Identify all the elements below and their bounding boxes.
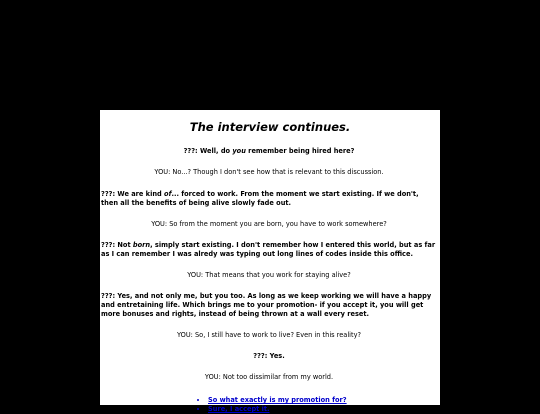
emphasis-text: you (232, 147, 246, 155)
emphasis-text: of (164, 190, 172, 198)
speaker-label: ???: (183, 147, 198, 155)
choice-item (208, 405, 347, 414)
dialogue-line-6: YOU: That means that you work for staying alive? (187, 271, 351, 279)
choice-link-promotion[interactable]: So what exactly is my promotion for? (208, 396, 347, 404)
dialogue-text: Well, do (197, 147, 233, 155)
dialogue-line-5 (101, 241, 437, 259)
dialogue-line-2: YOU: No...? Though I don't see how that is relevant to this discussion. (154, 168, 384, 176)
dialogue-line-3 (101, 190, 437, 208)
dialogue-line-9: ???: Yes. (253, 352, 285, 360)
choice-list (198, 396, 347, 414)
dialogue-line-10: YOU: Not too dissimilar from my world. (204, 373, 334, 381)
choice-link-accept[interactable]: Sure, I accept it. (208, 405, 270, 413)
story-panel (100, 110, 440, 413)
dialogue-text: ???: Not (101, 241, 133, 249)
dialogue-line-1 (101, 147, 437, 156)
dialogue-text: remember being hired here? (245, 147, 355, 155)
emphasis-text: born (132, 241, 151, 249)
dialogue-text: ???: We are kind (101, 190, 165, 198)
dialogue-text: , simply start existing. I don't remember how I entered this world, but as far as I can remember I was alredy was typing out long lines of codes inside this office. (101, 241, 436, 258)
passage-title: The interview continues. (189, 120, 351, 134)
dialogue-text: ... forced to work. From the moment we start existing. If we don't, then all the benefits of being alive slowly fade out. (101, 190, 419, 207)
dialogue-line-8: YOU: So, I still have to work to live? Even in this reality? (177, 331, 361, 339)
dialogue-line-7: ???: Yes, and not only me, but you too. As long as we keep working we will have a happy and entretaining life. Which brings me to your promotion- if you accept it, you will get more bonuses and rights, instead of being thrown at a wall every reset. (101, 292, 432, 318)
choice-item (208, 396, 347, 405)
dialogue-line-4: YOU: So from the moment you are born, you have to work somewhere? (151, 220, 387, 228)
